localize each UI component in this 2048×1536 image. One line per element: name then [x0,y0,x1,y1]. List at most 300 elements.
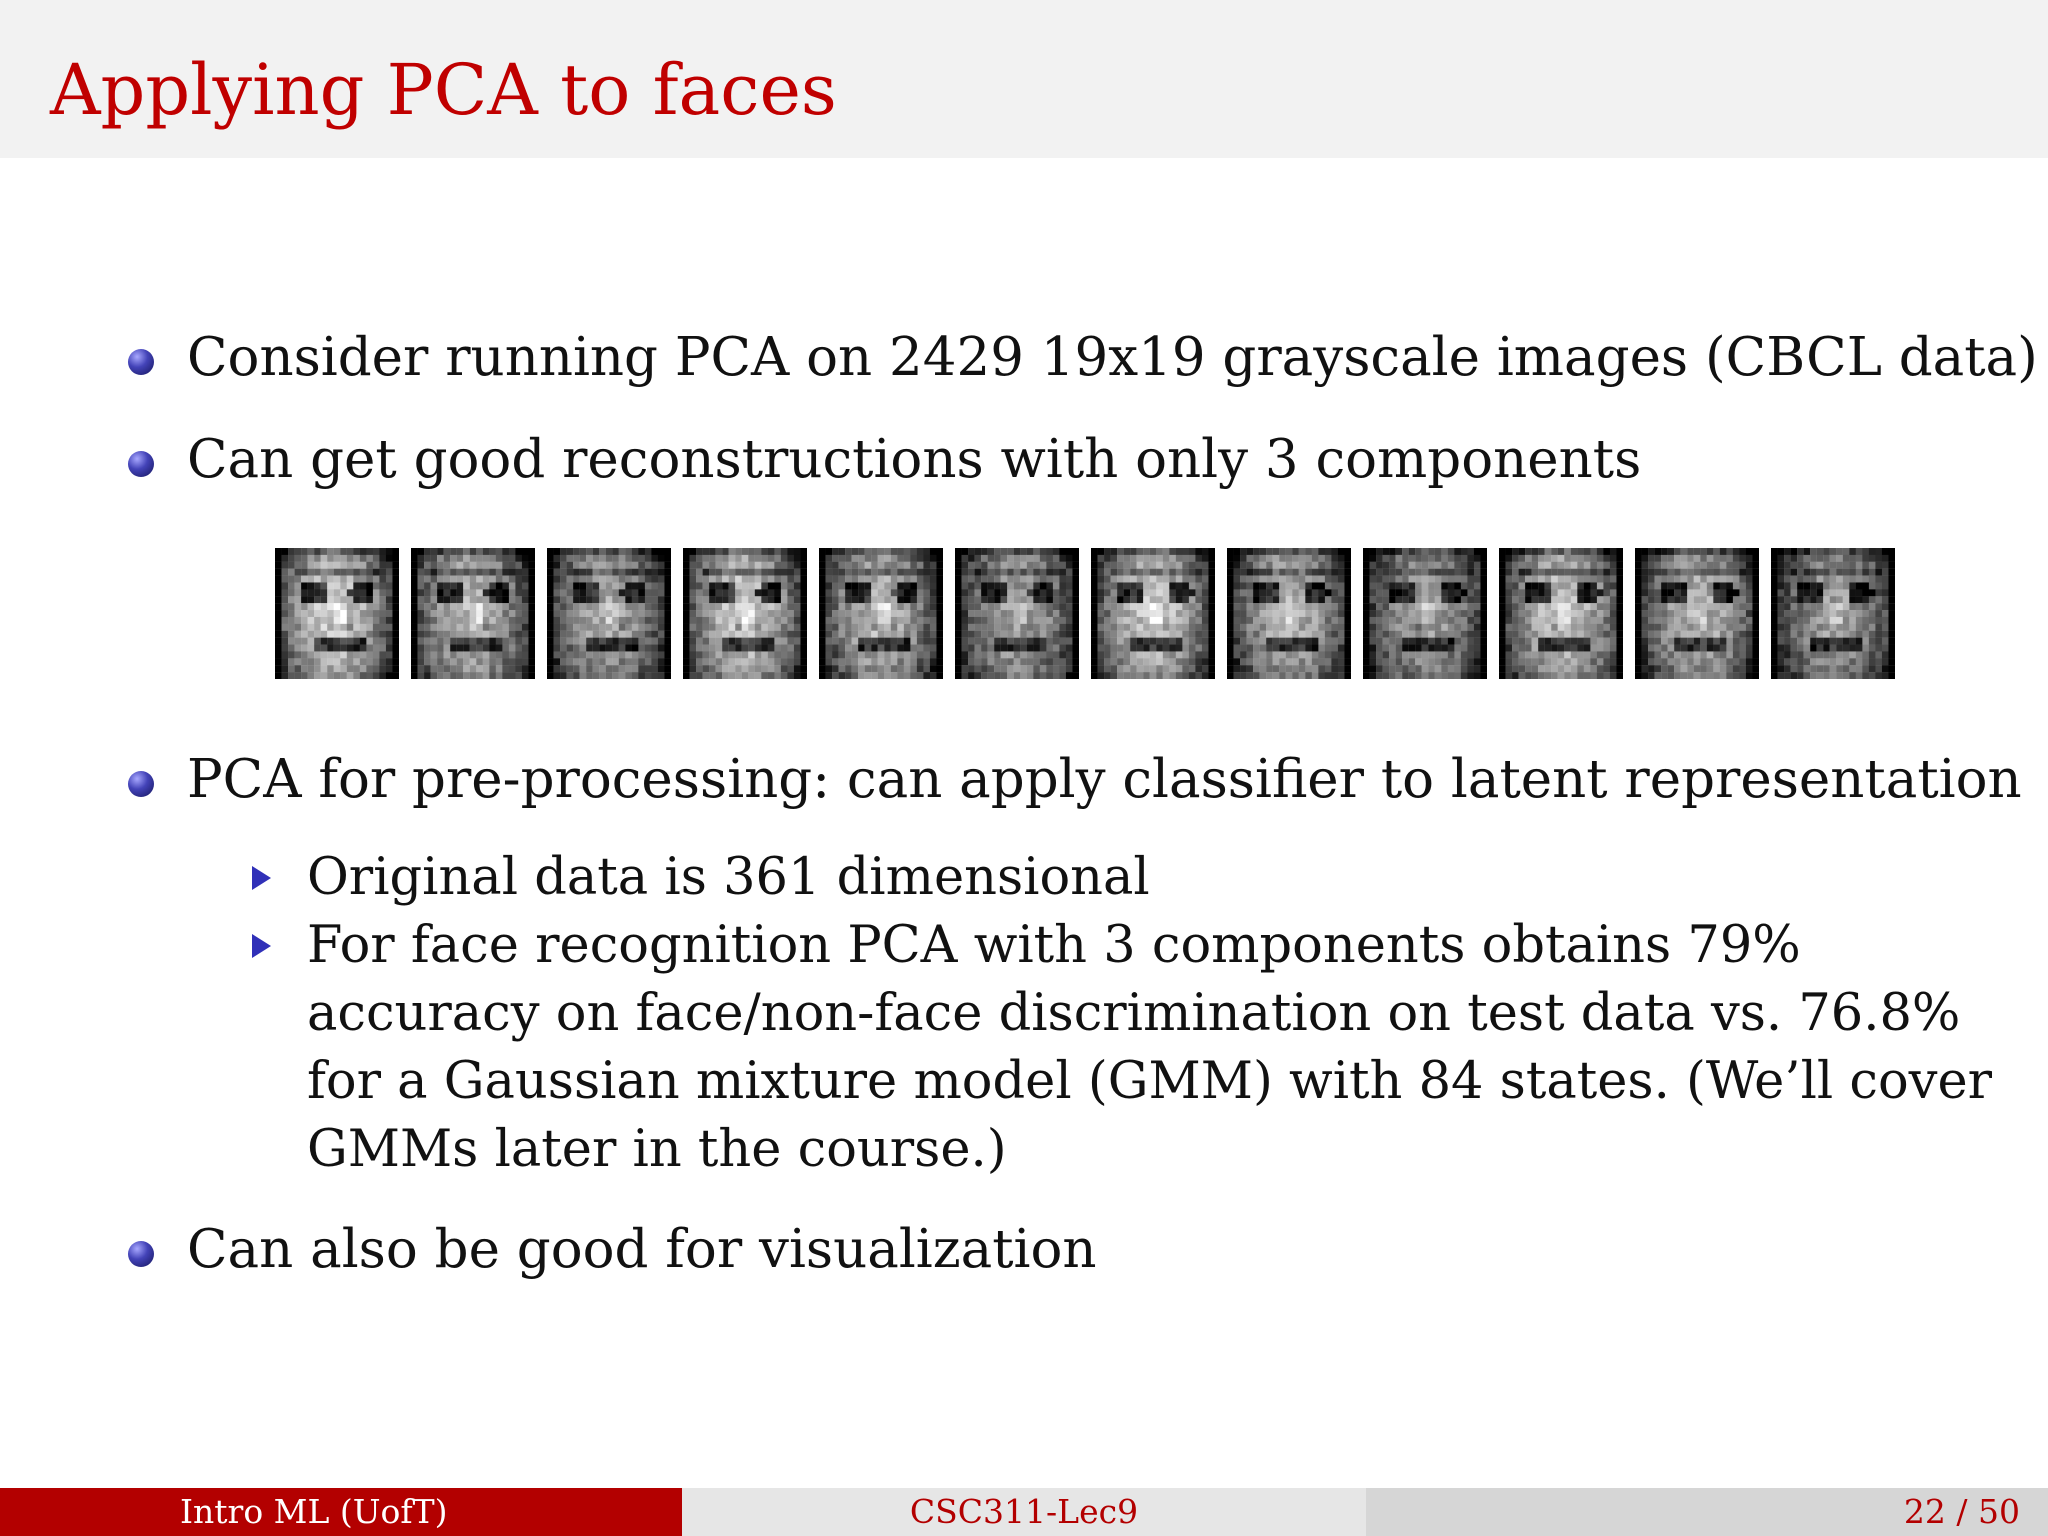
face-pixel [522,631,529,638]
face-pixel [1810,651,1817,658]
face-pixel [1467,582,1474,589]
face-pixel [826,665,833,672]
face-pixel [1849,610,1856,617]
face-pixel [1519,624,1526,631]
face-pixel [781,617,788,624]
face-pixel [593,624,600,631]
face-pixel [1551,658,1558,665]
face-pixel [1823,665,1830,672]
face-pixel [1512,631,1519,638]
face-pixel [1007,610,1014,617]
face-pixel [1525,638,1532,645]
face-pixel [787,582,794,589]
face-pixel [1875,672,1882,679]
face-pixel [1888,631,1895,638]
face-pixel [826,631,833,638]
face-pixel [975,569,982,576]
face-pixel [1247,555,1254,562]
face-pixel [547,651,554,658]
face-pixel [936,555,943,562]
face-pixel [1059,555,1066,562]
face-pixel [1253,596,1260,603]
face-pixel [275,638,282,645]
face-pixel [1474,617,1481,624]
face-pixel [1499,665,1506,672]
face-pixel [1234,638,1241,645]
face-pixel [1797,651,1804,658]
face-pixel [1687,562,1694,569]
face-pixel [1195,576,1202,583]
face-pixel [1020,589,1027,596]
face-pixel [1519,562,1526,569]
face-pixel [1279,651,1286,658]
face-pixel [1661,569,1668,576]
face-pixel [1195,617,1202,624]
face-pixel [353,582,360,589]
face-pixel [975,658,982,665]
face-pixel [1286,624,1293,631]
face-pixel [787,610,794,617]
face-pixel [897,617,904,624]
face-pixel [1687,589,1694,596]
face-pixel [470,555,477,562]
face-pixel [955,631,962,638]
face-pixel [1137,569,1144,576]
face-pixel [554,596,561,603]
face-pixel [1499,651,1506,658]
face-pixel [1882,582,1889,589]
face-pixel [787,603,794,610]
face-pixel [424,624,431,631]
face-pixel [1610,672,1617,679]
face-pixel [787,638,794,645]
face-pixel [1033,617,1040,624]
face-pixel [528,569,535,576]
face-pixel [418,645,425,652]
face-pixel [1635,589,1642,596]
face-pixel [573,617,580,624]
face-pixel [1143,582,1150,589]
face-pixel [1888,548,1895,555]
face-pixel [1208,582,1215,589]
face-pixel [1344,665,1351,672]
face-pixel [1156,596,1163,603]
face-pixel [515,569,522,576]
face-pixel [1648,582,1655,589]
face-pixel [411,665,418,672]
face-pixel [1661,548,1668,555]
face-pixel [1545,624,1552,631]
face-pixel [1720,665,1727,672]
face-pixel [1603,548,1610,555]
face-pixel [1053,569,1060,576]
face-pixel [1674,672,1681,679]
face-pixel [353,562,360,569]
face-pixel [1564,658,1571,665]
face-pixel [1564,576,1571,583]
face-pixel [1124,658,1131,665]
face-pixel [1409,645,1416,652]
face-pixel [1538,617,1545,624]
face-pixel [1137,658,1144,665]
face-pixel [1273,589,1280,596]
face-pixel [1603,576,1610,583]
face-pixel [1331,617,1338,624]
face-pixel [1558,658,1565,665]
face-pixel [1033,589,1040,596]
face-pixel [1571,596,1578,603]
face-pixel [891,548,898,555]
face-pixel [1558,603,1565,610]
face-pixel [1564,610,1571,617]
face-pixel [573,658,580,665]
face-pixel [1655,589,1662,596]
face-pixel [1512,610,1519,617]
face-pixel [1176,596,1183,603]
face-pixel [573,603,580,610]
face-pixel [327,562,334,569]
face-pixel [314,672,321,679]
face-pixel [1875,651,1882,658]
face-pixel [1791,582,1798,589]
face-pixel [1707,576,1714,583]
face-pixel [1299,638,1306,645]
face-pixel [1383,645,1390,652]
face-pixel [1325,617,1332,624]
face-pixel [858,610,865,617]
face-pixel [1726,603,1733,610]
face-pixel [1836,665,1843,672]
face-pixel [1551,562,1558,569]
face-pixel [347,548,354,555]
face-pixel [444,617,451,624]
face-pixel [327,576,334,583]
face-pixel [891,603,898,610]
face-pixel [1525,665,1532,672]
face-pixel [1091,562,1098,569]
face-pixel [573,589,580,596]
face-pixel [1389,548,1396,555]
face-pixel [1525,582,1532,589]
face-pixel [547,665,554,672]
face-pixel [664,631,671,638]
face-pixel [625,596,632,603]
face-pixel [1830,596,1837,603]
face-pixel [1331,610,1338,617]
face-pixel [1409,658,1416,665]
face-pixel [1746,610,1753,617]
face-pixel [1875,624,1882,631]
face-pixel [1512,589,1519,596]
face-pixel [1053,638,1060,645]
face-pixel [930,596,937,603]
face-pixel [845,651,852,658]
face-pixel [1409,610,1416,617]
face-pixel [1577,596,1584,603]
face-pixel [522,672,529,679]
face-pixel [1668,665,1675,672]
face-pixel [1778,658,1785,665]
face-pixel [606,617,613,624]
face-pixel [884,658,891,665]
face-pixel [560,645,567,652]
face-pixel [910,610,917,617]
face-pixel [1182,569,1189,576]
face-pixel [761,651,768,658]
face-pixel [709,624,716,631]
face-pixel [470,562,477,569]
face-pixel [1474,582,1481,589]
face-pixel [386,658,393,665]
face-pixel [1150,562,1157,569]
face-pixel [1830,548,1837,555]
face-pixel [1823,672,1830,679]
face-pixel [1053,562,1060,569]
face-pixel [1603,651,1610,658]
face-pixel [1733,672,1740,679]
face-pixel [1305,576,1312,583]
face-pixel [1817,617,1824,624]
face-pixel [709,651,716,658]
face-pixel [1869,624,1876,631]
face-pixel [275,651,282,658]
face-pixel [1260,631,1267,638]
face-pixel [1195,569,1202,576]
face-pixel [1325,651,1332,658]
face-pixel [308,582,315,589]
face-pixel [1467,596,1474,603]
face-pixel [975,638,982,645]
face-pixel [832,645,839,652]
face-pixel [424,672,431,679]
face-pixel [645,658,652,665]
face-pixel [1260,576,1267,583]
face-pixel [567,603,574,610]
face-pixel [1597,596,1604,603]
face-pixel [1169,555,1176,562]
face-pixel [386,617,393,624]
face-pixel [373,645,380,652]
face-pixel [878,631,885,638]
face-pixel [327,624,334,631]
face-pixel [994,603,1001,610]
face-pixel [981,624,988,631]
face-pixel [891,589,898,596]
face-pixel [1422,624,1429,631]
face-pixel [1396,582,1403,589]
face-pixel [1014,555,1021,562]
face-pixel [1778,596,1785,603]
face-pixel [645,582,652,589]
face-pixel [1836,651,1843,658]
face-pixel [1001,638,1008,645]
face-pixel [1150,582,1157,589]
face-pixel [1156,603,1163,610]
face-pixel [768,651,775,658]
face-pixel [1266,658,1273,665]
face-pixel [386,672,393,679]
face-pixel [1441,576,1448,583]
face-pixel [606,672,613,679]
face-pixel [1396,624,1403,631]
face-pixel [955,555,962,562]
face-pixel [1260,582,1267,589]
face-pixel [1312,562,1319,569]
face-pixel [884,610,891,617]
face-pixel [1150,589,1157,596]
face-pixel [1577,576,1584,583]
face-pixel [360,603,367,610]
face-pixel [1771,589,1778,596]
face-pixel [1577,617,1584,624]
face-pixel [612,665,619,672]
face-pixel [1584,638,1591,645]
face-pixel [1512,617,1519,624]
face-pixel [781,548,788,555]
face-pixel [288,555,295,562]
face-pixel [282,582,289,589]
face-pixel [1007,555,1014,562]
face-pixel [884,631,891,638]
face-pixel [567,665,574,672]
face-pixel [1869,603,1876,610]
face-pixel [1461,548,1468,555]
face-pixel [1195,596,1202,603]
face-pixel [1648,610,1655,617]
face-pixel [923,672,930,679]
face-pixel [373,589,380,596]
face-pixel [651,576,658,583]
face-pixel [392,624,399,631]
face-pixel [295,651,302,658]
face-pixel [690,631,697,638]
face-pixel [1603,610,1610,617]
face-pixel [1292,672,1299,679]
face-pixel [1830,638,1837,645]
face-pixel [288,651,295,658]
face-pixel [1577,555,1584,562]
face-pixel [619,638,626,645]
face-pixel [781,631,788,638]
face-pixel [606,651,613,658]
face-pixel [1240,617,1247,624]
face-pixel [1338,665,1345,672]
face-pixel [988,638,995,645]
face-pixel [1700,589,1707,596]
face-pixel [1124,603,1131,610]
face-pixel [360,651,367,658]
face-pixel [1830,582,1837,589]
face-pixel [1804,603,1811,610]
face-pixel [1312,631,1319,638]
face-pixel [1862,569,1869,576]
face-pixel [1376,576,1383,583]
face-pixel [968,548,975,555]
face-pixel [1791,658,1798,665]
face-pixel [800,665,807,672]
face-pixel [1461,638,1468,645]
face-pixel [1312,638,1319,645]
face-pixel [936,617,943,624]
face-pixel [852,658,859,665]
face-pixel [781,610,788,617]
face-pixel [1325,596,1332,603]
face-pixel [1266,672,1273,679]
face-pixel [1571,672,1578,679]
face-pixel [904,582,911,589]
face-pixel [1260,555,1267,562]
face-pixel [1648,596,1655,603]
face-pixel [308,610,315,617]
face-pixel [852,617,859,624]
face-pixel [1551,596,1558,603]
face-pixel [1784,631,1791,638]
face-pixel [573,596,580,603]
face-pixel [625,576,632,583]
face-pixel [1655,665,1662,672]
face-pixel [366,645,373,652]
face-pixel [308,651,315,658]
face-pixel [522,624,529,631]
face-pixel [1597,645,1604,652]
face-pixel [334,651,341,658]
face-pixel [1830,631,1837,638]
face-pixel [1111,645,1118,652]
face-pixel [968,631,975,638]
face-pixel [1700,548,1707,555]
face-pixel [1888,672,1895,679]
face-pixel [865,665,872,672]
face-pixel [975,582,982,589]
face-pixel [1299,665,1306,672]
face-pixel [1733,645,1740,652]
face-pixel [742,651,749,658]
face-pixel [1363,582,1370,589]
face-pixel [1182,672,1189,679]
face-pixel [709,603,716,610]
face-pixel [1014,651,1021,658]
face-pixel [463,638,470,645]
face-pixel [612,555,619,562]
face-pixel [1176,555,1183,562]
face-pixel [1040,603,1047,610]
face-pixel [826,617,833,624]
face-pixel [1001,562,1008,569]
face-pixel [1862,555,1869,562]
face-pixel [1571,576,1578,583]
face-pixel [968,638,975,645]
face-pixel [1435,624,1442,631]
face-pixel [334,617,341,624]
face-pixel [1176,651,1183,658]
face-pixel [1888,658,1895,665]
face-pixel [437,638,444,645]
face-pixel [1156,658,1163,665]
face-pixel [1584,569,1591,576]
face-pixel [1383,638,1390,645]
face-pixel [1020,576,1027,583]
face-pixel [1784,651,1791,658]
face-pixel [612,569,619,576]
face-pixel [768,569,775,576]
face-pixel [282,576,289,583]
face-pixel [1046,638,1053,645]
face-pixel [489,582,496,589]
face-pixel [1856,562,1863,569]
face-pixel [340,645,347,652]
face-pixel [1111,562,1118,569]
face-pixel [1551,555,1558,562]
